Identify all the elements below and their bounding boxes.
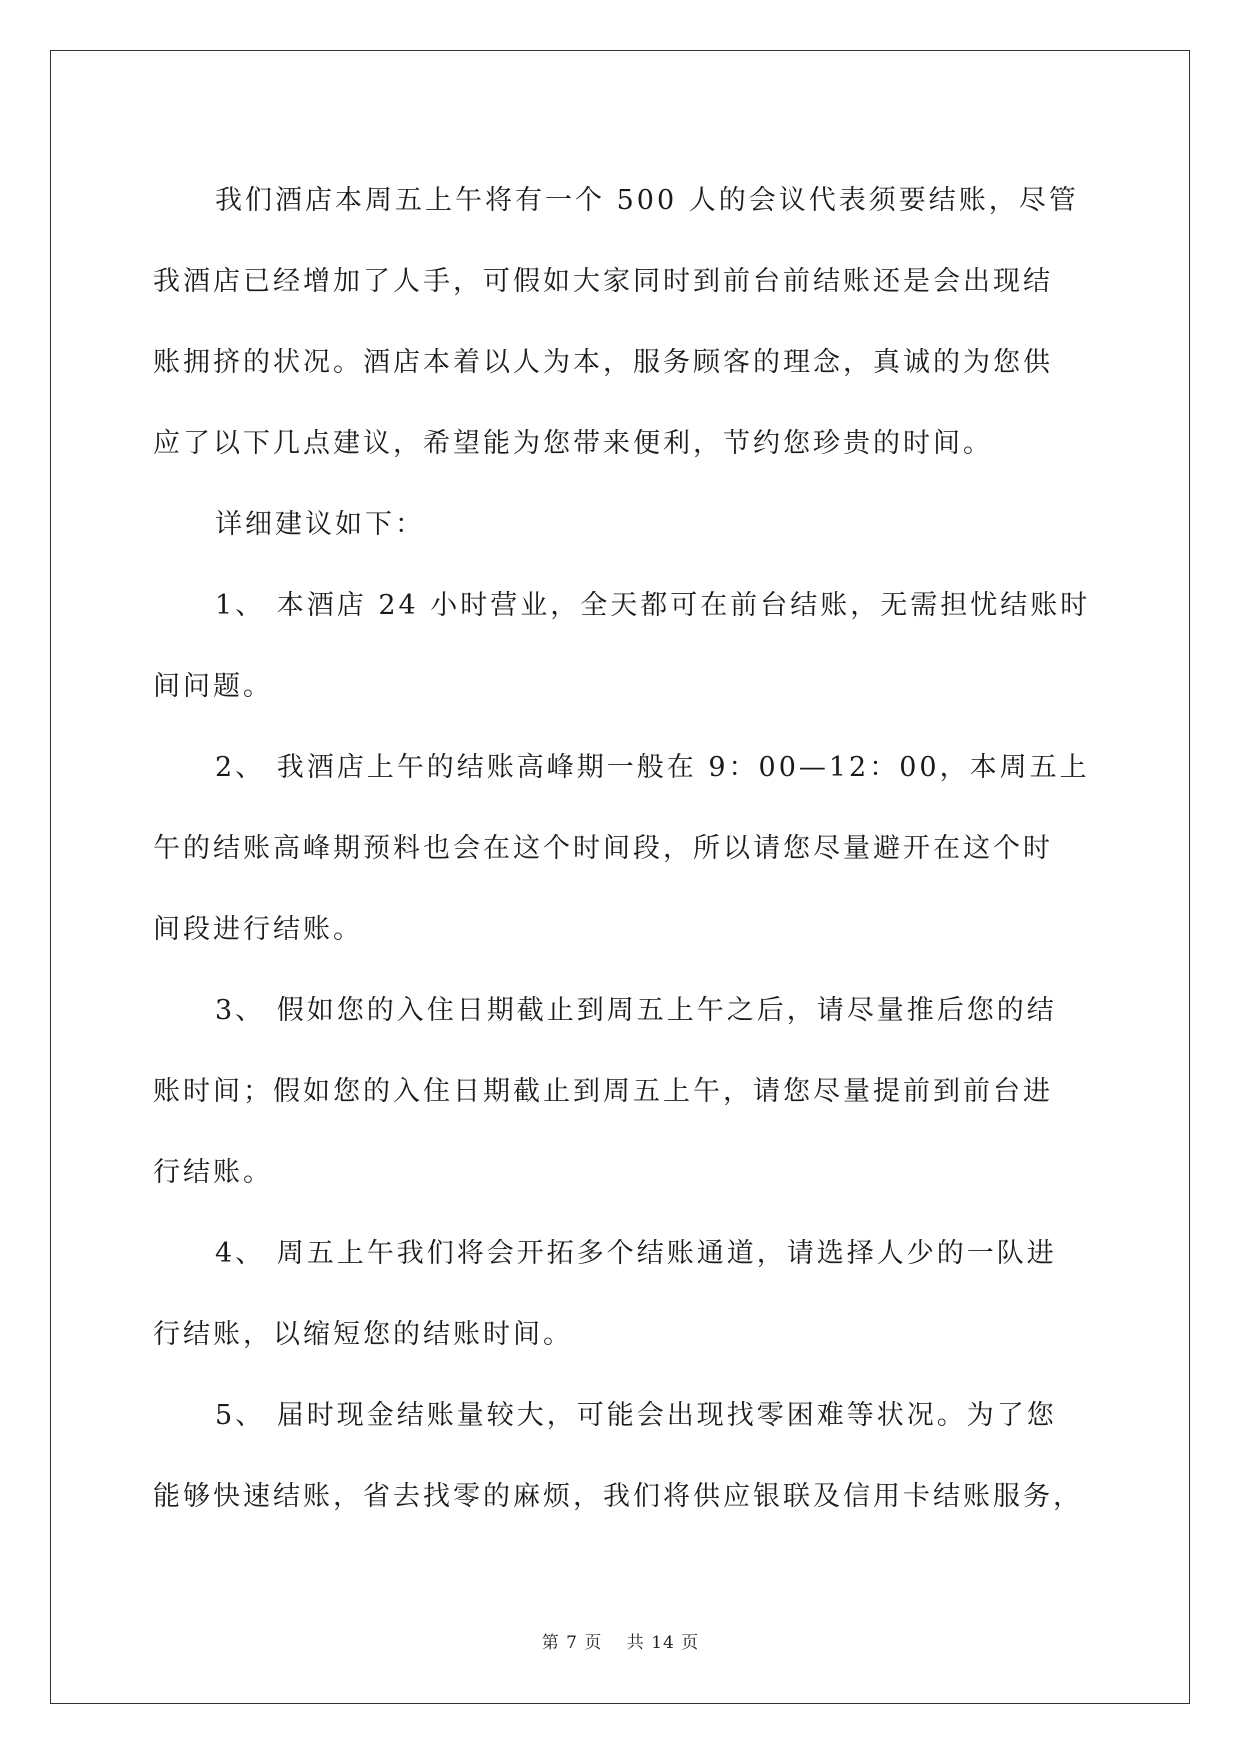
intro-line: 我们酒店本周五上午将有一个 500 人的会议代表须要结账，尽管 [215, 185, 1079, 216]
item-line: 4、 周五上午我们将会开拓多个结账通道，请选择人少的一队进 [215, 1238, 1057, 1269]
suggestion-item-2 [153, 727, 1093, 970]
heading-text: 详细建议如下： [215, 509, 425, 540]
item-line: 午的结账高峰期预料也会在这个时间段，所以请您尽量避开在这个时 [153, 833, 1053, 864]
suggestions-heading [153, 484, 1093, 565]
suggestion-item-1 [153, 565, 1093, 727]
item-line: 账时间；假如您的入住日期截止到周五上午，请您尽量提前到前台进 [153, 1076, 1053, 1107]
intro-line: 我酒店已经增加了人手，可假如大家同时到前台前结账还是会出现结 [153, 266, 1053, 297]
item-line: 行结账。 [153, 1157, 273, 1188]
suggestion-item-5 [153, 1375, 1093, 1537]
item-line: 间问题。 [153, 671, 273, 702]
page-number-footer: 第 7 页 共 14 页 [541, 1633, 700, 1653]
item-line: 能够快速结账，省去找零的麻烦，我们将供应银联及信用卡结账服务， [153, 1481, 1083, 1512]
suggestion-item-4 [153, 1213, 1093, 1375]
item-line: 1、 本酒店 24 小时营业，全天都可在前台结账，无需担忧结账时 [215, 590, 1091, 621]
item-line: 间段进行结账。 [153, 914, 363, 945]
intro-paragraph [153, 160, 1093, 484]
item-line: 行结账，以缩短您的结账时间。 [153, 1319, 573, 1350]
intro-line: 账拥挤的状况。酒店本着以人为本，服务顾客的理念，真诚的为您供 [153, 347, 1053, 378]
item-line: 2、 我酒店上午的结账高峰期一般在 9：00—12：00，本周五上 [215, 752, 1090, 783]
intro-line: 应了以下几点建议，希望能为您带来便利，节约您珍贵的时间。 [153, 428, 993, 459]
item-line: 3、 假如您的入住日期截止到周五上午之后，请尽量推后您的结 [215, 995, 1057, 1026]
document-body [153, 160, 1093, 1537]
suggestion-item-3 [153, 970, 1093, 1213]
item-line: 5、 届时现金结账量较大，可能会出现找零困难等状况。为了您 [215, 1400, 1057, 1431]
